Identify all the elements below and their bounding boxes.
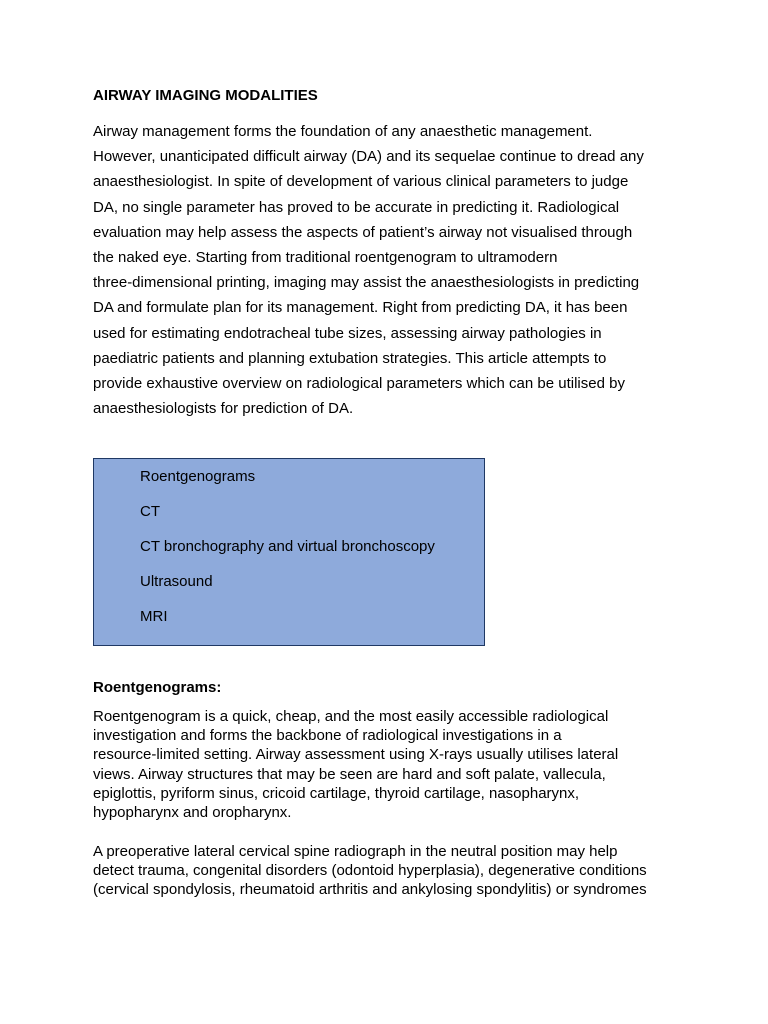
intro-paragraph: [93, 119, 693, 421]
intro-line: used for estimating endotracheal tube sizes, assessing airway pathologies in: [93, 324, 602, 342]
modalities-list: [140, 468, 435, 643]
paragraph-line: detect trauma, congenital disorders (odontoid hyperplasia), degenerative conditions: [93, 862, 647, 880]
paragraph-line: A preoperative lateral cervical spine radiograph in the neutral position may help: [93, 843, 618, 860]
paragraph-line: views. Airway structures that may be seen are hard and soft palate, vallecula,: [93, 765, 606, 783]
modality-item-ct: CT: [140, 503, 160, 520]
intro-line: anaesthesiologist. In spite of development of various clinical parameters to judge: [93, 173, 629, 191]
paragraph-line: Roentgenogram is a quick, cheap, and the most easily accessible radiological: [93, 708, 609, 725]
cervical-spine-paragraph: [93, 842, 693, 900]
paragraph-line: (cervical spondylosis, rheumatoid arthritis and ankylosing spondylitis) or syndromes: [93, 881, 647, 899]
intro-line: However, unanticipated difficult airway (DA) and its sequelae continue to dread any: [93, 148, 644, 166]
modality-item-ct-bronchography: CT bronchography and virtual bronchoscopy: [140, 538, 435, 555]
intro-line: paediatric patients and planning extubation strategies. This article attempts to: [93, 349, 607, 367]
paragraph-line: investigation and forms the backbone of radiological investigations in a: [93, 727, 562, 745]
modality-item-roentgenograms: Roentgenograms: [140, 468, 256, 485]
document-title: AIRWAY IMAGING MODALITIES: [93, 87, 318, 104]
intro-line: evaluation may help assess the aspects of patient’s airway not visualised through: [93, 223, 633, 241]
intro-line: the naked eye. Starting from traditional roentgenogram to ultramodern: [93, 249, 558, 267]
paragraph-line: hypopharynx and oropharynx.: [93, 804, 292, 822]
modality-item-mri: MRI: [140, 608, 168, 625]
modalities-box: [93, 458, 485, 646]
intro-line: DA, no single parameter has proved to be accurate in predicting it. Radiological: [93, 198, 620, 216]
paragraph-line: resource-limited setting. Airway assessment using X-rays usually utilises lateral: [93, 746, 619, 764]
intro-line: Airway management forms the foundation of any anaesthetic management.: [93, 123, 593, 140]
modality-item-ultrasound: Ultrasound: [140, 573, 213, 590]
section-heading-roentgenograms: Roentgenograms:: [93, 679, 222, 696]
intro-line: anaesthesiologists for prediction of DA.: [93, 400, 354, 418]
intro-line: DA and formulate plan for its management. Right from predicting DA, it has been: [93, 299, 628, 317]
roentgenogram-paragraph: [93, 707, 693, 822]
intro-line: three-dimensional printing, imaging may assist the anaesthesiologists in predicting: [93, 274, 640, 292]
paragraph-line: epiglottis, pyriform sinus, cricoid cartilage, thyroid cartilage, nasopharynx,: [93, 784, 580, 802]
intro-line: provide exhaustive overview on radiological parameters which can be utilised by: [93, 375, 625, 393]
